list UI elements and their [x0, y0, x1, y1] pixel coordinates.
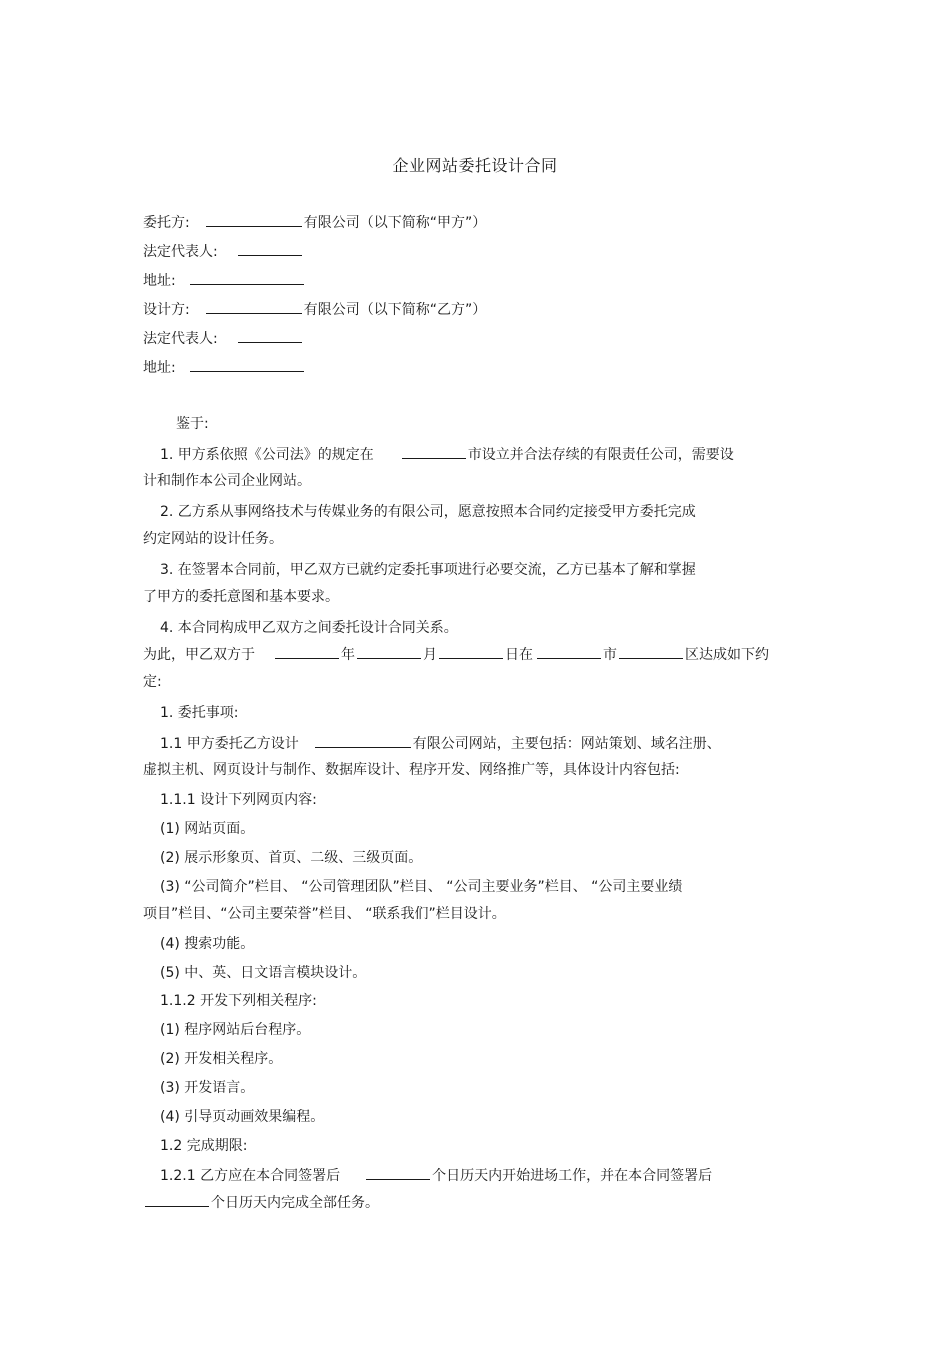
client-name-blank: [206, 212, 302, 227]
list-item-continued: 项目”栏目、“公司主要荣誉”栏目、 “联系我们”栏目设计。: [143, 906, 506, 922]
whereas-item4: 4. 本合同构成甲乙双方之间委托设计合同关系。: [160, 620, 458, 636]
designer-line: [143, 299, 486, 320]
agreement-line1: [143, 644, 769, 665]
city-blank-1: [402, 444, 466, 459]
addr2-line: [143, 357, 306, 378]
month-blank: [357, 644, 421, 659]
list-item: (2) 开发相关程序。: [160, 1051, 283, 1067]
list-item: (1) 网站页面。: [160, 821, 255, 837]
day-blank: [439, 644, 503, 659]
whereas-item1-text-a: 1. 甲方系依照《公司法》的规定在: [160, 447, 374, 463]
list-item: (3) 开发语言。: [160, 1080, 255, 1096]
section-1-1-text-a: 1.1 甲方委托乙方设计: [160, 736, 299, 752]
section-1-2-1-text-a: 1.2.1 乙方应在本合同签署后: [160, 1168, 341, 1184]
addr1-line: [143, 270, 306, 291]
rep1-line: [143, 241, 304, 262]
section-1-1-line2: 虚拟主机、网页设计与制作、数据库设计、程序开发、网络推广等，具体设计内容包括:: [143, 762, 680, 778]
start-days-blank: [366, 1165, 430, 1180]
section-1-heading: 1. 委托事项:: [160, 705, 239, 721]
finish-days-blank: [145, 1192, 209, 1207]
agreement-text-a: 为此，甲乙双方于: [143, 647, 255, 663]
rep1-label: 法定代表人:: [143, 244, 218, 260]
whereas-item2-line2: 约定网站的设计任务。: [143, 531, 283, 547]
rep2-line: [143, 328, 304, 349]
designer-company: 有限公司（以下简称“乙方”）: [303, 302, 487, 318]
addr2-blank: [190, 357, 304, 372]
section-1-1-line1: [160, 733, 721, 754]
day-label: 日在: [505, 647, 533, 663]
section-1-2-1-text-b: 个日历天内开始进场工作，并在本合同签署后: [432, 1168, 713, 1184]
addr2-label: 地址:: [143, 360, 176, 376]
designer-label: 设计方:: [143, 302, 190, 318]
client-company: 有限公司（以下简称“甲方”）: [303, 215, 487, 231]
section-1-2-1-line1: [160, 1165, 712, 1186]
addr1-label: 地址:: [143, 273, 176, 289]
rep2-blank: [238, 328, 302, 343]
section-1-1-text-b: 有限公司网站，主要包括：网站策划、域名注册、: [412, 736, 721, 752]
list-item: (2) 展示形象页、首页、二级、三级页面。: [160, 850, 423, 866]
addr1-blank: [190, 270, 304, 285]
page-title: 企业网站委托设计合同: [392, 156, 558, 175]
whereas-item3-line2: 了甲方的委托意图和基本要求。: [143, 589, 339, 605]
list-item: (5) 中、英、日文语言模块设计。: [160, 965, 367, 981]
whereas-item1-line1: [160, 444, 734, 465]
year-blank: [275, 644, 339, 659]
section-1-2-1-line2: [143, 1192, 379, 1213]
section-1-2-1-text-c: 个日历天内完成全部任务。: [211, 1195, 379, 1211]
whereas-item1-line2: 计和制作本公司企业网站。: [143, 473, 311, 489]
list-item: (1) 程序网站后台程序。: [160, 1022, 311, 1038]
whereas-item2-line1: 2. 乙方系从事网络技术与传媒业务的有限公司，愿意按照本合同约定接受甲方委托完成: [160, 504, 696, 520]
designer-name-blank: [206, 299, 302, 314]
whereas-heading: 鉴于:: [176, 416, 209, 432]
client-line: [143, 212, 486, 233]
month-label: 月: [423, 647, 437, 663]
year-label: 年: [341, 647, 355, 663]
client-label: 委托方:: [143, 215, 190, 231]
city-label: 市: [603, 647, 617, 663]
district-blank: [619, 644, 683, 659]
list-item: (4) 引导页动画效果编程。: [160, 1109, 325, 1125]
list-item: (4) 搜索功能。: [160, 936, 255, 952]
whereas-item1-text-b: 市设立并合法存续的有限责任公司，需要设: [467, 447, 734, 463]
rep2-label: 法定代表人:: [143, 331, 218, 347]
company-name-blank: [315, 733, 411, 748]
district-label: 区达成如下约: [685, 647, 769, 663]
city-blank-2: [537, 644, 601, 659]
list-item: (3) “公司简介”栏目、 “公司管理团队”栏目、 “公司主要业务”栏目、 “公司主要业绩: [160, 879, 683, 895]
whereas-item3-line1: 3. 在签署本合同前，甲乙双方已就约定委托事项进行必要交流，乙方已基本了解和掌握: [160, 562, 696, 578]
section-1-1-2-heading: 1.1.2 开发下列相关程序:: [160, 993, 317, 1009]
section-1-2-heading: 1.2 完成期限:: [160, 1138, 248, 1154]
rep1-blank: [238, 241, 302, 256]
section-1-1-1-heading: 1.1.1 设计下列网页内容:: [160, 792, 317, 808]
agreement-line2: 定:: [143, 674, 162, 690]
